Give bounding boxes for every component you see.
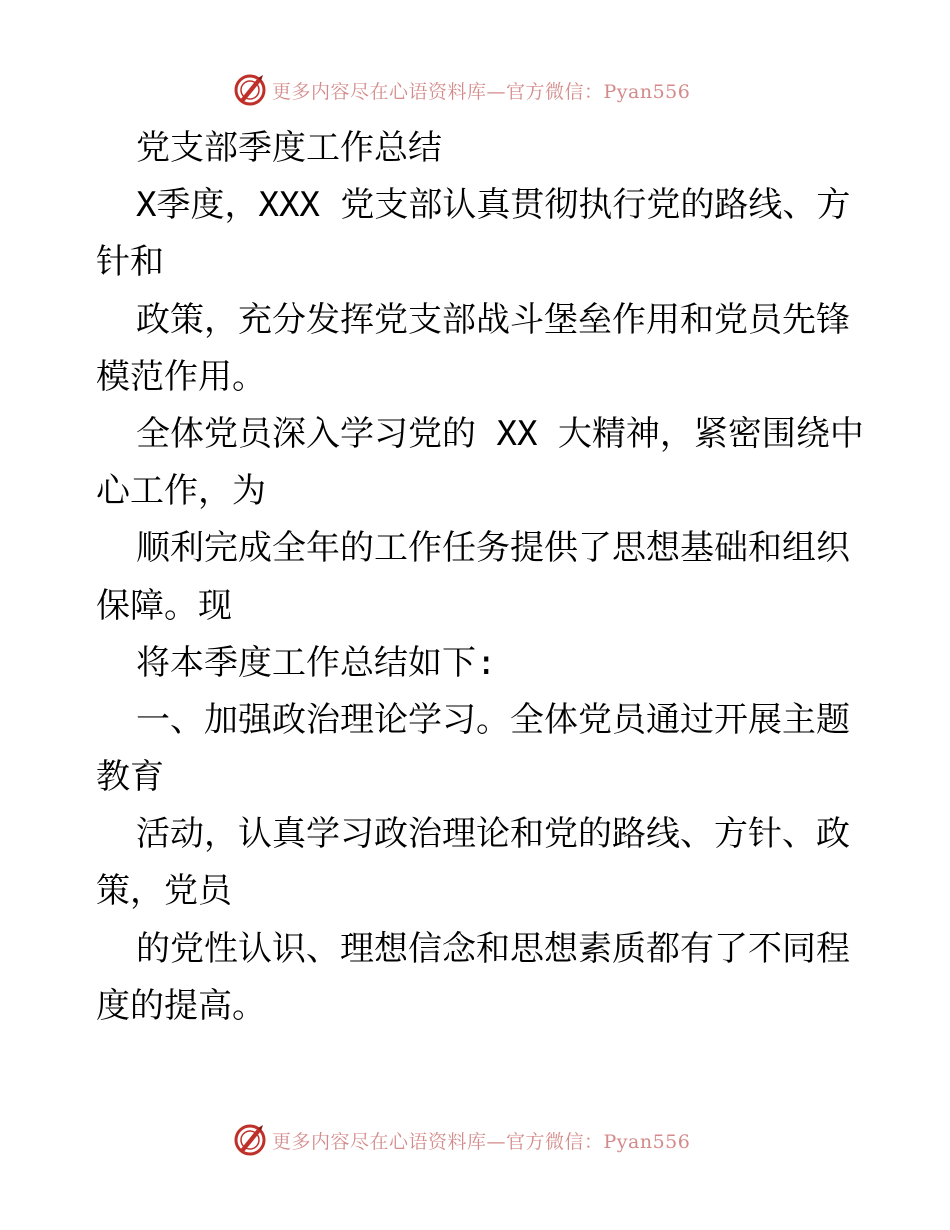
paragraph-line: 政策，充分发挥党支部战斗堡垒作用和党员先锋 (136, 299, 850, 340)
header-banner (232, 70, 752, 110)
document-title: 党支部季度工作总结 (136, 128, 442, 168)
document-body (96, 120, 876, 1035)
paragraph-line: 度的提高。 (96, 985, 266, 1026)
paragraph-line: 心工作，为 (96, 471, 266, 512)
paragraph-line: 教育 (96, 757, 164, 798)
paragraph-line: 策，党员 (96, 871, 232, 912)
paragraph-line: 保障。现 (96, 585, 232, 626)
banner-text: 更多内容尽在心语资料库—官方微信：Pyan556 (272, 80, 691, 103)
paragraph-line: 将本季度工作总结如下: (136, 642, 497, 683)
paragraph-line: 顺利完成全年的工作任务提供了思想基础和组织 (136, 528, 850, 569)
banner-text: 更多内容尽在心语资料库—官方微信：Pyan556 (272, 1130, 691, 1153)
paragraph-line: 一、加强政治理论学习。全体党员通过开展主题 (136, 699, 850, 740)
paragraph-line: 针和 (96, 242, 164, 283)
paragraph-line: X季度，XXX 党支部认真贯彻执行党的路线、方 (136, 185, 851, 226)
paragraph-line: 活动，认真学习政治理论和党的路线、方针、政 (136, 814, 850, 855)
paragraph-line: 全体党员深入学习党的 XX 大精神，紧密围绕中 (136, 413, 864, 454)
footer-banner (232, 1120, 752, 1160)
quill-seal-logo-icon (232, 72, 268, 108)
paragraph-line: 的党性认识、理想信念和思想素质都有了不同程 (136, 928, 850, 969)
paragraph-line: 模范作用。 (96, 356, 266, 397)
quill-seal-logo-icon (232, 1122, 268, 1158)
